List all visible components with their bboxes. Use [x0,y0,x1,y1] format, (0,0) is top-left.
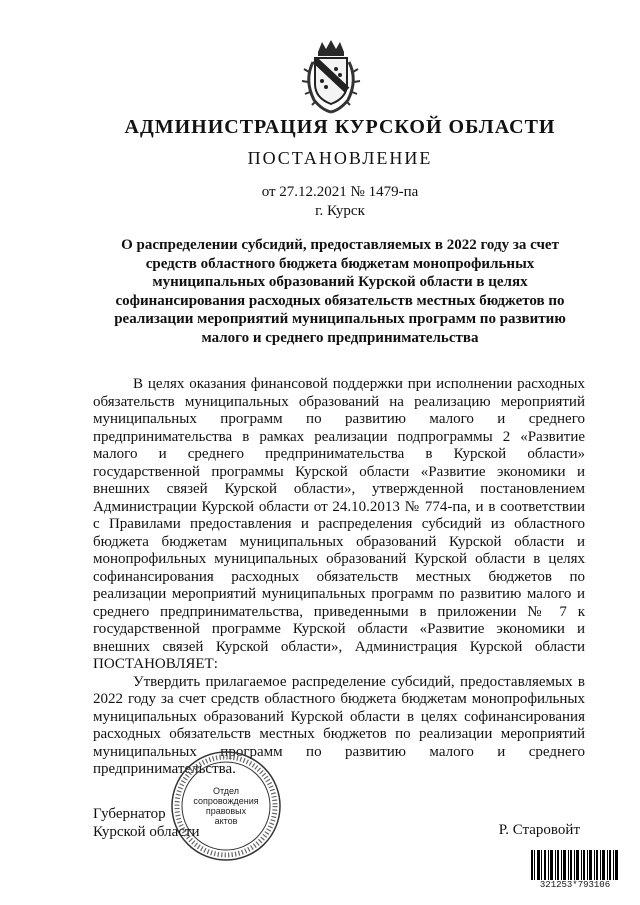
barcode-number: 321253*793106 [528,880,622,890]
stamp-line-4: актов [214,816,238,826]
body-paragraph-1: В целях оказания финансовой поддержки при исполнении расходных обязательств муниципальных образований на реализацию мероприятий муниципальных программ по развитию малого и среднего предпринимательства в рамках реализации подпрограммы 2 «Развитие малого и среднего предпринимательства в Курской области» государственной программы Курской области «Развитие экономики и внешних связей Курской области», утвержденной постановлением Администрации Курской области от 24.10.2013 № 774-па, и в соответствии с Правилами предоставления и распределения субсидий из областного бюджета бюджетам муниципальных образований Курской области и монопрофильных муниципальных образований Курской области в целях софинансирования расходных обязательств местных бюджетов по реализации мероприятий муниципальных программ по развитию малого и среднего предпринимательства, приведенными в приложении № 7 к государственной программе Курской области «Развитие экономики и внешних связей Курской области», Администрация Курской области ПОСТАНОВЛЯЕТ: [93,376,585,672]
date-number: от 27.12.2021 № 1479-па [261,184,419,200]
signature-position-line-1: Губернатор [93,806,166,822]
stamp-line-1: Отдел [212,786,240,796]
signature-position [93,805,199,841]
coat-of-arms-icon [300,38,362,116]
signature-position-line-2: Курской области [93,824,200,840]
signature-name: Р. Старовойт [498,822,580,838]
document-body [93,376,585,779]
city: г. Курск [315,203,365,219]
body-paragraph-2: Утвердить прилагаемое распределение субсидий, предоставляемых в 2022 году за счет средств областного бюджета бюджетам монопрофильных муниципальных образований Курской области в целях софинансирования расходных обязательств местных бюджетов по реализации мероприятий муниципальных программ по развитию малого и среднего предпринимательства. [93,673,585,777]
document-title: О распределении субсидий, предоставляемых в 2022 году за счет средств областного бюджета бюджетам монопрофильных муниципальных образований Курской области в целях софинансирования расходных обязательств местных бюджетов по реализации мероприятий муниципальных программ по развитию малого и среднего предпринимательства [114,237,566,346]
document-type: ПОСТАНОВЛЕНИЕ [247,148,433,168]
organization-name: АДМИНИСТРАЦИЯ КУРСКОЙ ОБЛАСТИ [124,116,556,138]
stamp-line-3: правовых [205,806,247,816]
stamp-line-2: сопровождения [193,796,259,806]
